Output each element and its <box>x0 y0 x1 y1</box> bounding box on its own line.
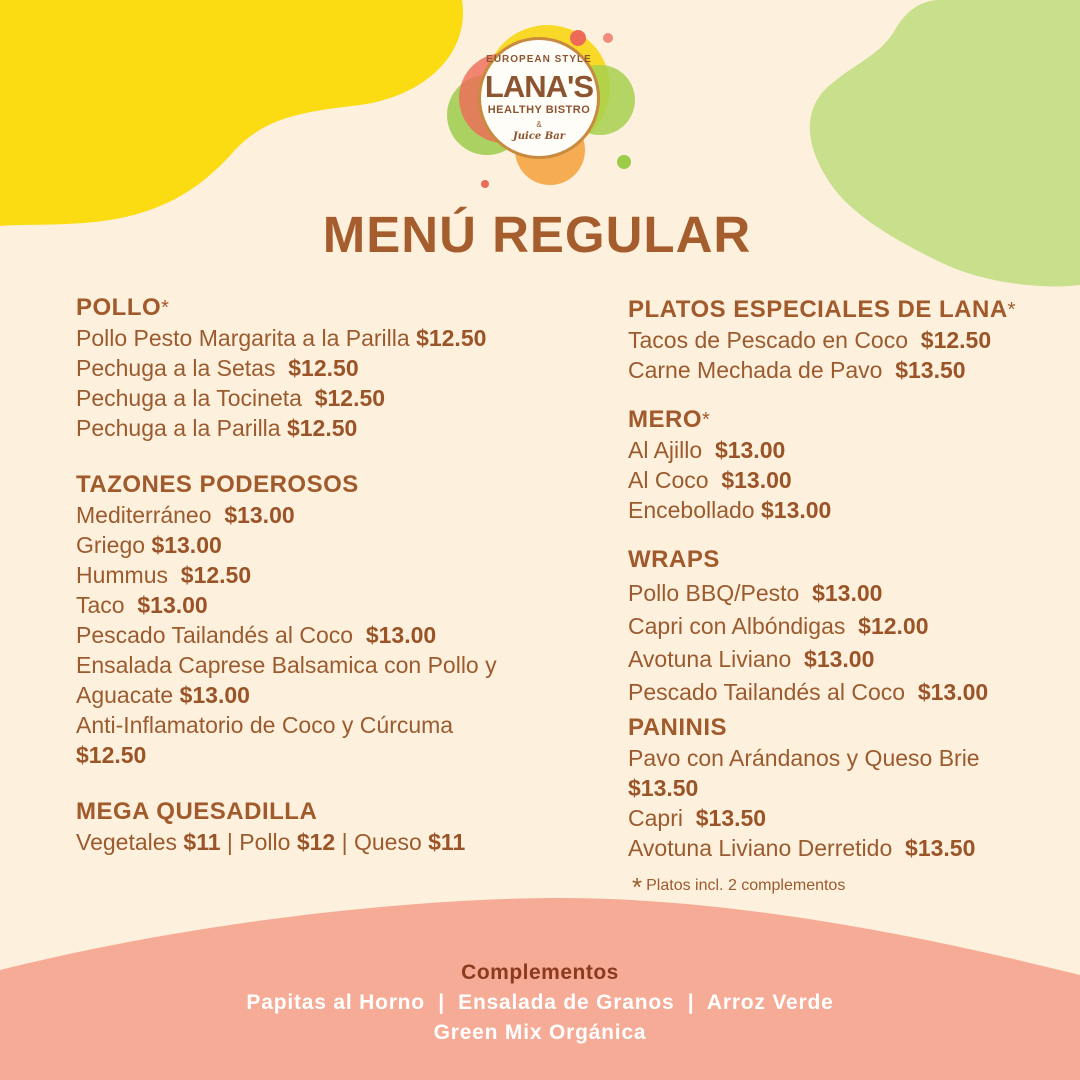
spacer <box>628 525 1068 545</box>
complementos-line: Green Mix Orgánica <box>433 1021 647 1044</box>
spacer <box>76 770 586 797</box>
item-name: Al Ajillo <box>628 437 703 463</box>
yellow-blob <box>0 0 480 240</box>
section-title-text: PLATOS ESPECIALES DE LANA <box>628 296 1008 323</box>
menu-item <box>76 323 586 353</box>
section-paninis <box>628 713 1068 863</box>
item-name: Vegetales <box>76 829 178 855</box>
logo-name: LANA'S <box>484 69 594 104</box>
menu-item <box>76 620 586 650</box>
section-title: PANINIS <box>628 714 728 741</box>
logo-dot-pink <box>603 33 613 43</box>
menu-item <box>76 383 586 413</box>
item-price: $13.00 <box>224 502 295 528</box>
separator: | <box>226 829 233 855</box>
logo-dot-green <box>617 155 631 169</box>
item-name: Pechuga a la Parilla <box>76 415 281 441</box>
item-price: $13.00 <box>714 437 786 463</box>
logo-subtitle: HEALTHY BISTRO <box>487 104 591 116</box>
item-price: $13.00 <box>721 467 792 493</box>
menu-item <box>76 500 586 530</box>
footnote-text: Platos incl. 2 complementos <box>646 877 846 894</box>
logo-top-text: EUROPEAN STYLE <box>486 54 592 65</box>
section-title <box>628 295 1068 325</box>
asterisk: * <box>161 297 170 319</box>
item-price: $12.50 <box>286 415 358 441</box>
item-name: Capri con Albóndigas <box>628 613 846 639</box>
item-price: $12.50 <box>920 327 992 353</box>
asterisk: * <box>702 409 711 431</box>
item-price: $13.00 <box>812 580 883 606</box>
item-name: Encebollado <box>628 497 755 523</box>
menu-item <box>76 590 586 620</box>
spacer <box>628 385 1068 405</box>
item-name: Queso <box>353 829 422 855</box>
footnote-asterisk: * <box>632 872 643 902</box>
item-name: Avotuna Liviano Derretido <box>628 835 893 861</box>
item-name: Hummus <box>76 562 169 588</box>
spacer <box>76 443 586 470</box>
item-price: $12.50 <box>180 562 252 588</box>
menu-item <box>628 643 1068 676</box>
item-price: $13.00 <box>365 622 437 648</box>
item-price: $13.00 <box>917 679 989 705</box>
menu-item <box>628 577 1068 610</box>
menu-item <box>628 495 1068 525</box>
section-quesadilla <box>76 797 586 857</box>
item-name: Pollo <box>239 829 291 855</box>
menu-item <box>628 803 1068 833</box>
logo-dot-small <box>481 180 489 188</box>
complementos-line: Papitas al Horno | Ensalada de Granos | Arroz Verde <box>246 991 834 1014</box>
footnote <box>632 872 845 903</box>
page-title: MENÚ REGULAR <box>322 206 752 263</box>
menu-item <box>76 353 586 383</box>
logo <box>445 25 635 195</box>
right-column <box>628 295 1068 863</box>
item-name: Mediterráneo <box>76 502 212 528</box>
item-price: $13.00 <box>151 532 222 558</box>
menu-item <box>76 530 586 560</box>
item-price: $12 <box>296 829 336 855</box>
item-name: Al Coco <box>628 467 709 493</box>
left-column <box>76 293 586 857</box>
item-name: Pollo BBQ/Pesto <box>628 580 800 606</box>
item-price: $12.50 <box>314 385 386 411</box>
menu-item <box>76 650 586 710</box>
item-name: Avotuna Liviano <box>628 646 792 672</box>
menu-item <box>76 413 586 443</box>
section-title <box>628 405 1068 435</box>
menu-item <box>76 710 586 770</box>
item-name: Tacos de Pescado en Coco <box>628 327 909 353</box>
item-name: Carne Mechada de Pavo <box>628 357 883 383</box>
section-title: TAZONES PODEROSOS <box>76 471 359 498</box>
asterisk: * <box>1007 299 1016 321</box>
item-name: Pechuga a la Setas <box>76 355 276 381</box>
complementos-title: Complementos <box>461 961 619 984</box>
menu-item <box>628 676 1068 709</box>
logo-juice-bar: Juice Bar <box>513 131 565 142</box>
item-price: $12.50 <box>76 742 147 768</box>
logo-badge <box>478 37 600 159</box>
menu-item <box>76 560 586 590</box>
menu-item <box>628 833 1068 863</box>
section-title: MEGA QUESADILLA <box>76 798 318 825</box>
menu-item <box>628 465 1068 495</box>
menu-item <box>628 610 1068 643</box>
separator: | <box>341 829 348 855</box>
section-title <box>76 293 586 323</box>
quesadilla-options <box>76 827 586 857</box>
item-price: $13.00 <box>179 682 250 708</box>
item-price: $13.00 <box>804 646 875 672</box>
menu-item <box>628 325 1068 355</box>
item-name: Pechuga a la Tocineta <box>76 385 302 411</box>
section-title-text: MERO <box>628 406 702 433</box>
logo-dot-red <box>570 30 586 46</box>
item-price: $13.00 <box>137 592 208 618</box>
item-price: $13.50 <box>695 805 767 831</box>
item-name: Anti-Inflamatorio de Coco y Cúrcuma <box>76 712 454 738</box>
item-price: $13.50 <box>905 835 976 861</box>
item-price: $12.50 <box>416 325 487 351</box>
item-price: $13.50 <box>628 775 699 801</box>
item-name: Griego <box>76 532 146 558</box>
section-mero <box>628 405 1068 525</box>
item-price: $12.00 <box>858 613 929 639</box>
item-name: Capri <box>628 805 683 831</box>
section-title: WRAPS <box>628 546 720 573</box>
item-name: Taco <box>76 592 125 618</box>
item-name: Pescado Tailandés al Coco <box>628 679 906 705</box>
item-name: Pavo con Arándanos y Queso Brie <box>628 745 980 771</box>
menu-item <box>628 435 1068 465</box>
section-especiales <box>628 295 1068 385</box>
logo-ampersand: & <box>536 120 542 129</box>
item-price: $12.50 <box>288 355 359 381</box>
item-price: $13.50 <box>895 357 966 383</box>
menu-item <box>628 743 1068 803</box>
item-name: Pollo Pesto Margarita a la Parilla <box>76 325 410 351</box>
menu-item <box>628 355 1068 385</box>
item-price: $11 <box>183 829 221 855</box>
item-price: $13.00 <box>761 497 832 523</box>
item-name: Ensalada Caprese Balsamica con Pollo y Aguacate <box>76 652 497 708</box>
item-name: Pescado Tailandés al Coco <box>76 622 354 648</box>
complementos-section <box>0 958 1080 1048</box>
section-wraps <box>628 545 1068 709</box>
item-price: $11 <box>428 829 466 855</box>
section-title-text: POLLO <box>76 294 162 321</box>
section-tazones <box>76 470 586 770</box>
section-pollo <box>76 293 586 443</box>
